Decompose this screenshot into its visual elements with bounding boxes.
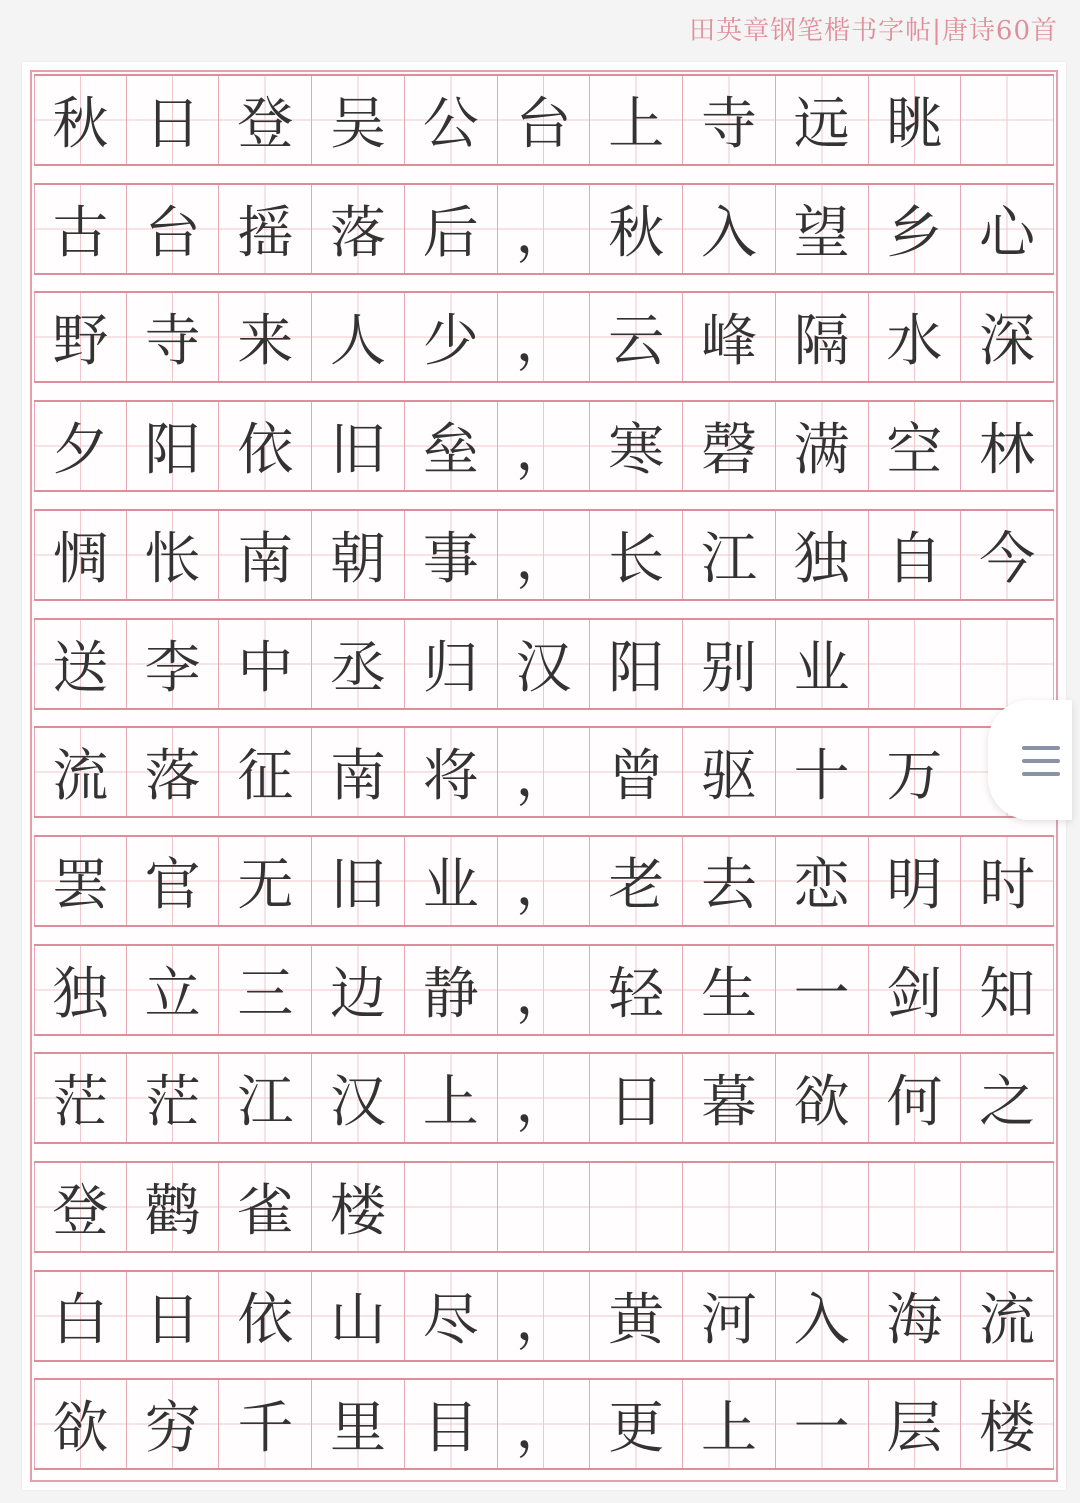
grid-row [34, 1270, 1054, 1362]
grid-cell: 入 [776, 1272, 869, 1360]
grid-cell: 垒 [405, 402, 498, 490]
grid-cell: 将 [405, 728, 498, 816]
grid-cell: 旧 [312, 837, 405, 925]
grid-cell: 寺 [683, 76, 776, 164]
grid-cell: 茫 [34, 1054, 127, 1142]
grid-cell: 楼 [961, 1380, 1054, 1468]
grid-row [34, 1161, 1054, 1253]
grid-cell: 一 [776, 946, 869, 1034]
grid-row [34, 74, 1054, 166]
grid-cell: 汉 [312, 1054, 405, 1142]
grid-cell: 茫 [127, 1054, 220, 1142]
grid-cell: 黄 [590, 1272, 683, 1360]
grid-cell: ， [498, 185, 591, 273]
grid-cell [683, 1163, 776, 1251]
grid-cell: 自 [869, 511, 962, 599]
menu-icon [1022, 746, 1060, 776]
grid-cell: 云 [590, 293, 683, 381]
grid-cell: 上 [590, 76, 683, 164]
grid-cell: 老 [590, 837, 683, 925]
grid-cell: 空 [869, 402, 962, 490]
grid-cell: 更 [590, 1380, 683, 1468]
grid-cell: 知 [961, 946, 1054, 1034]
grid-cell [498, 1163, 591, 1251]
grid-cell: 曾 [590, 728, 683, 816]
grid-cell: 远 [776, 76, 869, 164]
grid-cell: 心 [961, 185, 1054, 273]
grid-cell: 秋 [34, 76, 127, 164]
grid-cell: 归 [405, 620, 498, 708]
grid-cell [869, 620, 962, 708]
grid-cell: 落 [312, 185, 405, 273]
grid-cell: 水 [869, 293, 962, 381]
grid-cell: 朝 [312, 511, 405, 599]
grid-cell: 丞 [312, 620, 405, 708]
grid-cell: 事 [405, 511, 498, 599]
grid-cell: 欲 [776, 1054, 869, 1142]
grid-cell: 海 [869, 1272, 962, 1360]
grid-cell: 生 [683, 946, 776, 1034]
grid-cell [776, 1163, 869, 1251]
grid-cell: 恋 [776, 837, 869, 925]
grid-cell: 依 [219, 402, 312, 490]
grid-cell: 山 [312, 1272, 405, 1360]
grid-cell: 无 [219, 837, 312, 925]
grid-cell: 去 [683, 837, 776, 925]
grid-cell: 送 [34, 620, 127, 708]
grid-cell: 后 [405, 185, 498, 273]
grid-cell: 台 [498, 76, 591, 164]
grid-cell: 入 [683, 185, 776, 273]
grid-cell: 怅 [127, 511, 220, 599]
grid-cell: ， [498, 1054, 591, 1142]
grid-cell: 南 [312, 728, 405, 816]
grid-cell [961, 1163, 1054, 1251]
grid-cell [961, 76, 1054, 164]
grid-cell: 穷 [127, 1380, 220, 1468]
grid-cell: 业 [776, 620, 869, 708]
grid-cell: ， [498, 402, 591, 490]
grid-cell: 登 [34, 1163, 127, 1251]
grid-cell: ， [498, 837, 591, 925]
grid-cell: 流 [961, 1272, 1054, 1360]
grid-cell: 万 [869, 728, 962, 816]
grid-row [34, 726, 1054, 818]
grid-cell: 台 [127, 185, 220, 273]
menu-button[interactable] [988, 700, 1072, 820]
grid-cell: 边 [312, 946, 405, 1034]
grid-cell: 独 [776, 511, 869, 599]
grid-cell [405, 1163, 498, 1251]
grid-cell: 之 [961, 1054, 1054, 1142]
grid-cell: ， [498, 293, 591, 381]
grid-cell: 日 [590, 1054, 683, 1142]
grid-cell: 公 [405, 76, 498, 164]
grid-cell: 立 [127, 946, 220, 1034]
grid-cell: 南 [219, 511, 312, 599]
grid-cell: 旧 [312, 402, 405, 490]
grid-cell: 一 [776, 1380, 869, 1468]
grid-row [34, 400, 1054, 492]
grid-cell: 明 [869, 837, 962, 925]
grid-row [34, 618, 1054, 710]
grid-cell: 剑 [869, 946, 962, 1034]
grid-cell: ， [498, 946, 591, 1034]
grid-row [34, 509, 1054, 601]
grid-cell: 河 [683, 1272, 776, 1360]
grid-cell: 目 [405, 1380, 498, 1468]
grid-cell: 流 [34, 728, 127, 816]
grid-cell: 夕 [34, 402, 127, 490]
grid-cell: 日 [127, 76, 220, 164]
grid-cell: 落 [127, 728, 220, 816]
grid-cell: 磬 [683, 402, 776, 490]
grid-cell: ， [498, 1272, 591, 1360]
grid-cell: 别 [683, 620, 776, 708]
grid-cell: 层 [869, 1380, 962, 1468]
grid-cell: 眺 [869, 76, 962, 164]
grid-cell: 吴 [312, 76, 405, 164]
grid-cell: 江 [219, 1054, 312, 1142]
grid-cell [590, 1163, 683, 1251]
grid-cell: 十 [776, 728, 869, 816]
grid-cell: 白 [34, 1272, 127, 1360]
grid-cell: 深 [961, 293, 1054, 381]
grid-cell [869, 1163, 962, 1251]
grid-cell: 阳 [127, 402, 220, 490]
grid-cell: 尽 [405, 1272, 498, 1360]
grid-cell: 业 [405, 837, 498, 925]
grid-cell: ， [498, 1380, 591, 1468]
grid-cell: 人 [312, 293, 405, 381]
header-title: 田英章钢笔楷书字帖|唐诗60首 [689, 16, 1058, 46]
grid-row [34, 291, 1054, 383]
grid-cell: 独 [34, 946, 127, 1034]
grid-cell: 时 [961, 837, 1054, 925]
grid-cell: 何 [869, 1054, 962, 1142]
grid-cell: 鹳 [127, 1163, 220, 1251]
grid-cell: 依 [219, 1272, 312, 1360]
grid-cell: 中 [219, 620, 312, 708]
grid-cell: 征 [219, 728, 312, 816]
grid-cell: 驱 [683, 728, 776, 816]
grid-cell: 野 [34, 293, 127, 381]
grid-cell: 林 [961, 402, 1054, 490]
grid-cell: 登 [219, 76, 312, 164]
grid-cell: 隔 [776, 293, 869, 381]
grid-cell: 欲 [34, 1380, 127, 1468]
grid-cell: 三 [219, 946, 312, 1034]
grid-cell: 轻 [590, 946, 683, 1034]
grid-cell: 上 [405, 1054, 498, 1142]
grid-cell: 古 [34, 185, 127, 273]
grid-row [34, 835, 1054, 927]
grid-cell: 寒 [590, 402, 683, 490]
copybook-sheet [22, 62, 1066, 1490]
grid-cell: 长 [590, 511, 683, 599]
grid-cell: 寺 [127, 293, 220, 381]
grid-cell: 峰 [683, 293, 776, 381]
grid-cell: 暮 [683, 1054, 776, 1142]
grid-cell: 今 [961, 511, 1054, 599]
grid-cell: 楼 [312, 1163, 405, 1251]
grid-cell: 望 [776, 185, 869, 273]
grid-cell: 里 [312, 1380, 405, 1468]
grid-cell [961, 620, 1054, 708]
grid-cell: 罢 [34, 837, 127, 925]
grid-row [34, 183, 1054, 275]
grid-cell: 上 [683, 1380, 776, 1468]
grid-cell: 少 [405, 293, 498, 381]
grid-cell: 汉 [498, 620, 591, 708]
grid-cell: 来 [219, 293, 312, 381]
grid-cell: 阳 [590, 620, 683, 708]
grid-row [34, 1378, 1054, 1470]
grid-cell: 李 [127, 620, 220, 708]
grid-cell: ， [498, 511, 591, 599]
grid-cell: ， [498, 728, 591, 816]
grid-cell: 江 [683, 511, 776, 599]
grid-cell: 官 [127, 837, 220, 925]
grid-cell: 秋 [590, 185, 683, 273]
grid-cell: 千 [219, 1380, 312, 1468]
grid-cell: 惆 [34, 511, 127, 599]
grid-cell: 雀 [219, 1163, 312, 1251]
grid-cell: 满 [776, 402, 869, 490]
grid-cell: 日 [127, 1272, 220, 1360]
grid-cell: 静 [405, 946, 498, 1034]
grid-cell: 乡 [869, 185, 962, 273]
grid-row [34, 1052, 1054, 1144]
grid-cell: 摇 [219, 185, 312, 273]
grid-row [34, 944, 1054, 1036]
